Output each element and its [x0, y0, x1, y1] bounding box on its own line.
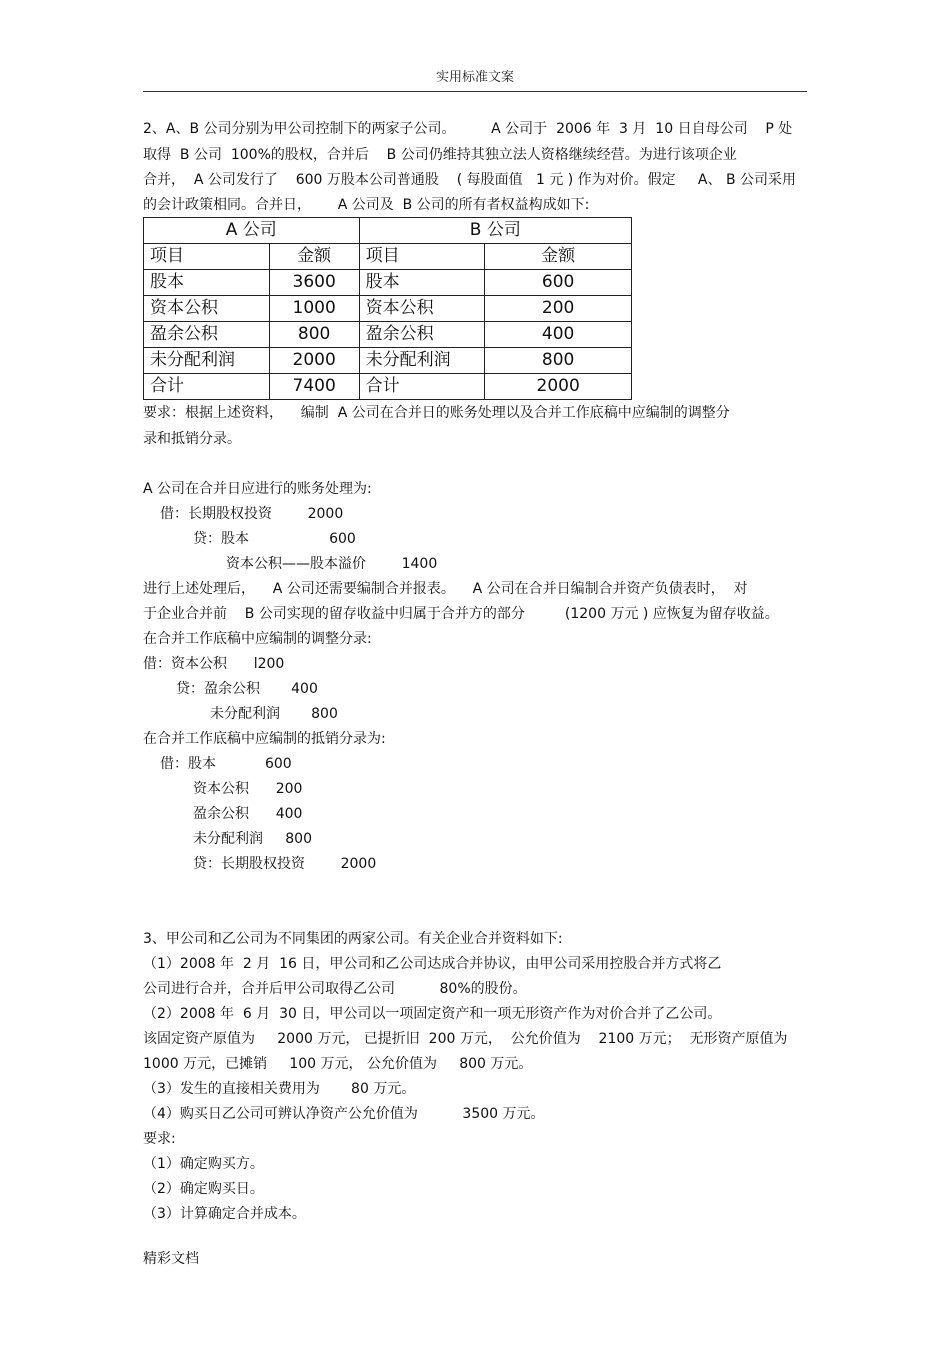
table-total-row	[144, 374, 632, 400]
b-item: 股本	[359, 270, 485, 296]
q2-intro-line: 2、A、B 公司分别为甲公司控制下的两家子公司。 A 公司于 2006 年 3 月 10 日自母公司 P 处	[143, 121, 793, 137]
q2-answer-line: 于企业合并前 B 公司实现的留存收益中归属于合并方的部分 (1200 万元 ) 应恢复为留存收益。	[143, 606, 779, 622]
a-amount: 1000	[269, 296, 359, 322]
q3-line: 3、甲公司和乙公司为不同集团的两家公司。有关企业合并资料如下:	[143, 931, 563, 947]
q3-line: 公司进行合并，合并后甲公司取得乙公司 80%的股份。	[143, 981, 527, 997]
q2-intro-line: 合并， A 公司发行了 600 万股本公司普通股 ( 每股面值 1 元 ) 作为对价。假定 A、 B 公司采用	[143, 172, 797, 188]
journal-entry-line: 资本公积 200	[193, 781, 303, 797]
b-amount: 200	[485, 296, 632, 322]
a-item: 资本公积	[144, 296, 270, 322]
q3-line: 要求:	[143, 1131, 176, 1147]
q2-intro-line: 的会计政策相同。合并日， A 公司及 B 公司的所有者权益构成如下:	[143, 197, 590, 213]
table-row	[144, 270, 632, 296]
b-item: 盈余公积	[359, 322, 485, 348]
a-item: 盈余公积	[144, 322, 270, 348]
q3-line: （1）2008 年 2 月 16 日，甲公司和乙公司达成合并协议，由甲公司采用控股合并方式将乙	[143, 956, 722, 972]
a-amount: 800	[269, 322, 359, 348]
q2-answer-line: 进行上述处理后， A 公司还需要编制合并报表。 A 公司在合并日编制合并资产负债表时， 对	[143, 581, 748, 597]
b-amount: 400	[485, 322, 632, 348]
q2-requirement-line: 要求：根据上述资料， 编制 A 公司在合并日的账务处理以及合并工作底稿中应编制的调整分	[143, 405, 730, 421]
journal-entry-line: 借：资本公积 l200	[143, 656, 285, 672]
q3-line: （2）确定购买日。	[143, 1181, 264, 1197]
col-item: 项目	[144, 244, 270, 270]
b-amount: 600	[485, 270, 632, 296]
table-header-row	[144, 218, 632, 244]
col-item: 项目	[359, 244, 485, 270]
equity-table	[143, 217, 632, 400]
q2-answer-line: A 公司在合并日应进行的账务处理为:	[143, 481, 372, 497]
page-header: 实用标准文案	[435, 70, 514, 85]
a-item: 合计	[144, 374, 270, 400]
q3-line: 该固定资产原值为 2000 万元， 已提折旧 200 万元， 公允价值为 2100 万元； 无形资产原值为	[143, 1031, 788, 1047]
journal-entry-line: 贷：长期股权投资 2000	[193, 856, 377, 872]
q2-answer-line: 在合并工作底稿中应编制的抵销分录为:	[143, 731, 386, 747]
table-row	[144, 348, 632, 374]
company-b-header: B 公司	[359, 218, 631, 244]
table-row	[144, 322, 632, 348]
journal-entry-line: 盈余公积 400	[193, 806, 303, 822]
journal-entry-line: 借：长期股权投资 2000	[160, 506, 344, 522]
q2-requirement-line: 录和抵销分录。	[143, 431, 241, 447]
table-row	[144, 296, 632, 322]
col-amount: 金额	[269, 244, 359, 270]
col-amount: 金额	[485, 244, 632, 270]
q2-intro-line: 取得 B 公司 100%的股权，合并后 B 公司仍维持其独立法人资格继续经营。为进行该项企业	[143, 147, 737, 163]
q3-line: 1000 万元，已摊销 100 万元， 公允价值为 800 万元。	[143, 1056, 533, 1072]
b-item: 合计	[359, 374, 485, 400]
a-amount: 3600	[269, 270, 359, 296]
journal-entry-line: 借：股本 600	[160, 756, 292, 772]
q2-answer-line: 在合并工作底稿中应编制的调整分录:	[143, 631, 372, 647]
b-item: 未分配利润	[359, 348, 485, 374]
a-amount: 2000	[269, 348, 359, 374]
company-a-header: A 公司	[144, 218, 360, 244]
q3-line: （3）发生的直接相关费用为 80 万元。	[143, 1081, 416, 1097]
table-subheader-row	[144, 244, 632, 270]
b-item: 资本公积	[359, 296, 485, 322]
q3-line: （4）购买日乙公司可辨认净资产公允价值为 3500 万元。	[143, 1106, 545, 1122]
journal-entry-line: 未分配利润 800	[210, 706, 338, 722]
header-rule	[143, 91, 807, 92]
a-amount: 7400	[269, 374, 359, 400]
b-amount: 2000	[485, 374, 632, 400]
b-amount: 800	[485, 348, 632, 374]
a-item: 未分配利润	[144, 348, 270, 374]
journal-entry-line: 贷：盈余公积 400	[176, 681, 318, 697]
journal-entry-line: 贷：股本 600	[193, 531, 356, 547]
q3-line: （2）2008 年 6 月 30 日，甲公司以一项固定资产和一项无形资产作为对价合并了乙公司。	[143, 1006, 722, 1022]
a-item: 股本	[144, 270, 270, 296]
journal-entry-line: 资本公积——股本溢价 1400	[226, 556, 438, 572]
q3-line: （1）确定购买方。	[143, 1156, 264, 1172]
page-footer: 精彩文档	[143, 1251, 199, 1267]
journal-entry-line: 未分配利润 800	[193, 831, 312, 847]
q3-line: （3）计算确定合并成本。	[143, 1206, 306, 1222]
